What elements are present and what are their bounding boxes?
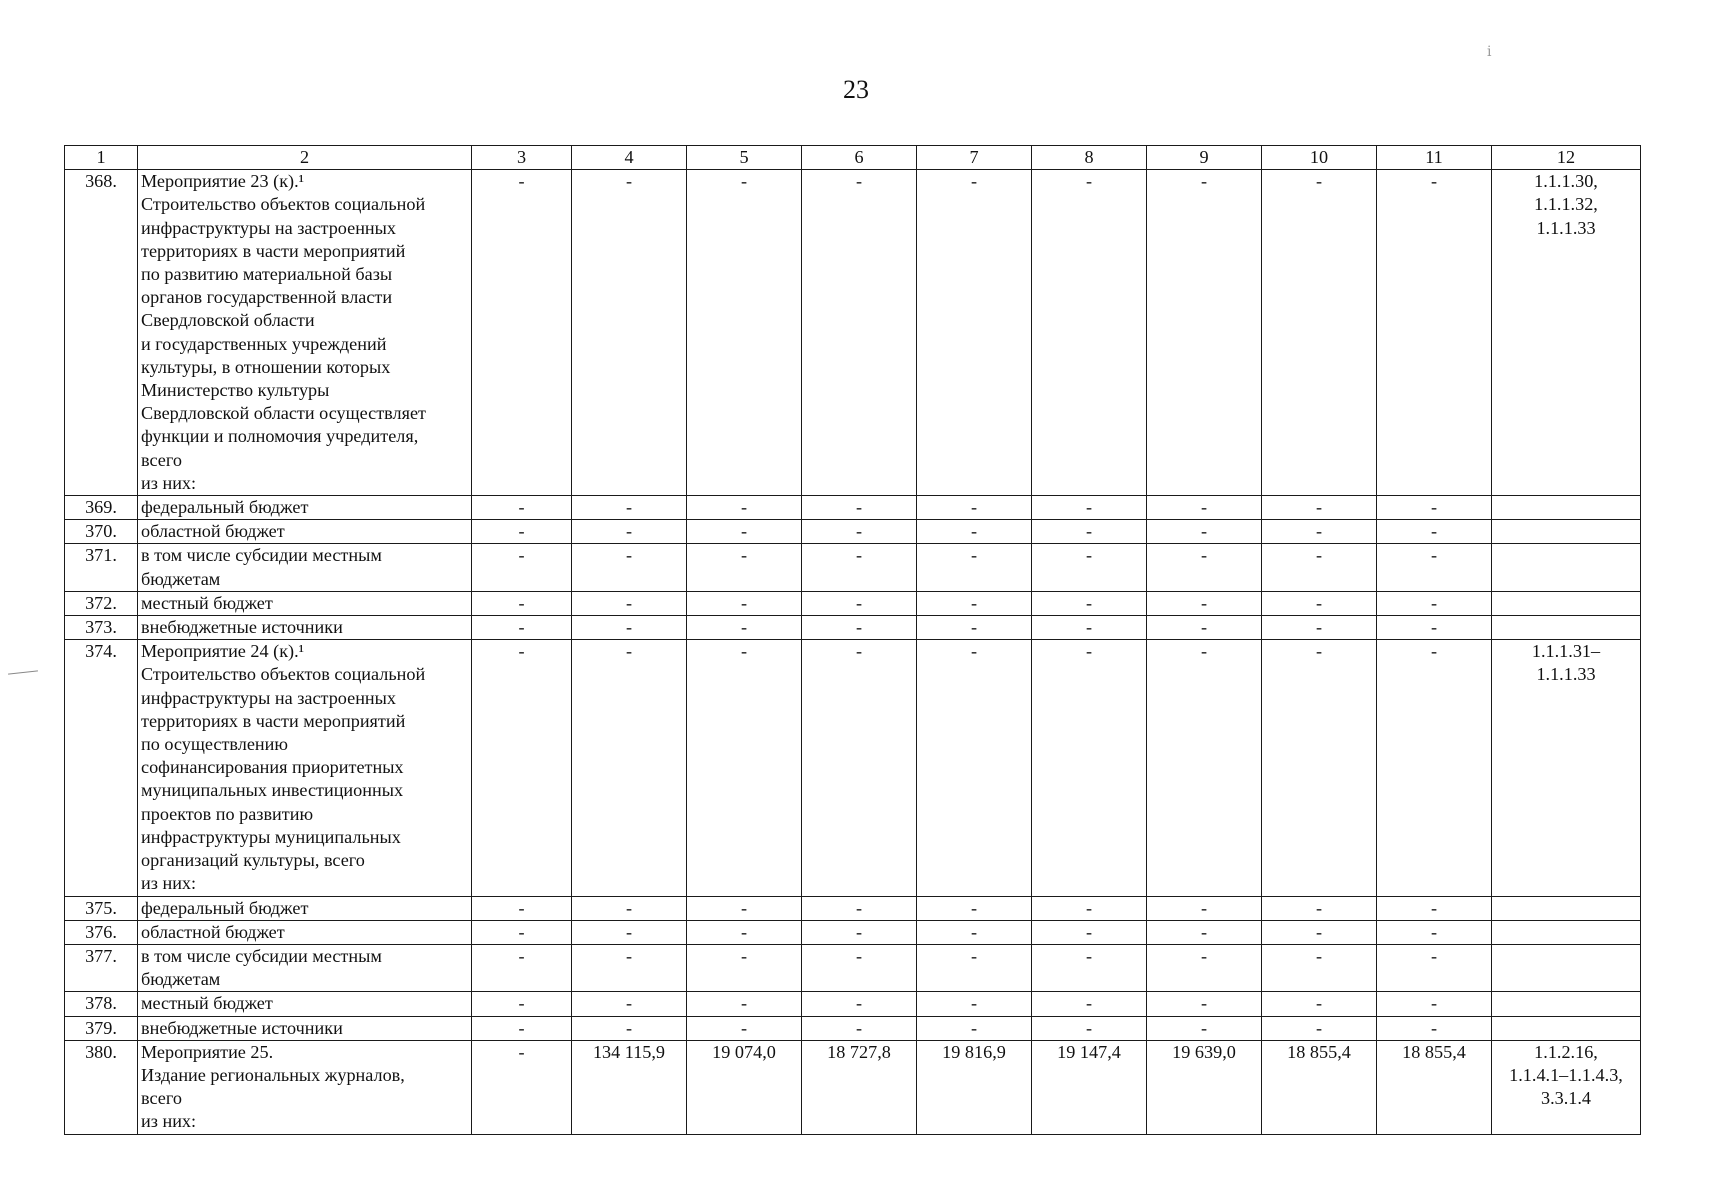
value-cell: - bbox=[1377, 640, 1492, 896]
value-cell: - bbox=[1032, 920, 1147, 944]
value-cell: - bbox=[1262, 1016, 1377, 1040]
value-cell: - bbox=[1147, 591, 1262, 615]
row-name: Мероприятие 24 (к).¹ Строительство объектов социальной инфраструктуры на застроенных территориях в части мероприятий по осуществлению софинансирования приоритетных муниципальных инвестиционных проектов по развитию инфраструктуры муниципальных организаций культуры, всего из них: bbox=[138, 640, 472, 896]
value-cell: - bbox=[917, 896, 1032, 920]
value-cell: - bbox=[1262, 520, 1377, 544]
value-cell: - bbox=[687, 170, 802, 496]
target-indicator-ref bbox=[1492, 1016, 1641, 1040]
value-cell: - bbox=[1147, 896, 1262, 920]
value-cell: 134 115,9 bbox=[572, 1040, 687, 1134]
value-cell: - bbox=[1377, 170, 1492, 496]
value-cell: - bbox=[472, 1040, 572, 1134]
value-cell: - bbox=[1377, 992, 1492, 1016]
value-cell: - bbox=[472, 944, 572, 991]
table-row bbox=[65, 1016, 1641, 1040]
row-number: 370. bbox=[65, 520, 138, 544]
row-name: федеральный бюджет bbox=[138, 496, 472, 520]
value-cell: - bbox=[1262, 920, 1377, 944]
value-cell: - bbox=[1147, 1016, 1262, 1040]
value-cell: 19 639,0 bbox=[1147, 1040, 1262, 1134]
row-number: 371. bbox=[65, 544, 138, 591]
value-cell: - bbox=[1147, 520, 1262, 544]
column-number-row bbox=[65, 146, 1641, 170]
value-cell: - bbox=[1377, 1016, 1492, 1040]
table-row bbox=[65, 992, 1641, 1016]
value-cell: 18 727,8 bbox=[802, 1040, 917, 1134]
value-cell: - bbox=[687, 896, 802, 920]
target-indicator-ref bbox=[1492, 616, 1641, 640]
value-cell: - bbox=[1377, 591, 1492, 615]
value-cell: - bbox=[472, 544, 572, 591]
value-cell: - bbox=[1032, 591, 1147, 615]
target-indicator-ref bbox=[1492, 520, 1641, 544]
value-cell: - bbox=[1032, 544, 1147, 591]
value-cell: - bbox=[917, 591, 1032, 615]
column-number: 12 bbox=[1492, 146, 1641, 170]
table-row bbox=[65, 1040, 1641, 1134]
value-cell: - bbox=[1262, 616, 1377, 640]
value-cell: - bbox=[572, 920, 687, 944]
row-number: 369. bbox=[65, 496, 138, 520]
value-cell: - bbox=[572, 640, 687, 896]
target-indicator-ref bbox=[1492, 591, 1641, 615]
value-cell: - bbox=[1032, 496, 1147, 520]
value-cell: - bbox=[572, 896, 687, 920]
column-number: 8 bbox=[1032, 146, 1147, 170]
table-row bbox=[65, 591, 1641, 615]
value-cell: - bbox=[917, 920, 1032, 944]
row-name: внебюджетные источники bbox=[138, 616, 472, 640]
value-cell: - bbox=[917, 170, 1032, 496]
value-cell: - bbox=[687, 616, 802, 640]
value-cell: 19 074,0 bbox=[687, 1040, 802, 1134]
value-cell: - bbox=[1377, 616, 1492, 640]
value-cell: - bbox=[917, 992, 1032, 1016]
value-cell: - bbox=[572, 944, 687, 991]
row-number: 380. bbox=[65, 1040, 138, 1134]
column-number: 3 bbox=[472, 146, 572, 170]
value-cell: - bbox=[687, 520, 802, 544]
value-cell: - bbox=[1032, 520, 1147, 544]
value-cell: - bbox=[1377, 896, 1492, 920]
value-cell: - bbox=[687, 944, 802, 991]
value-cell: - bbox=[472, 640, 572, 896]
value-cell: - bbox=[572, 616, 687, 640]
row-number: 368. bbox=[65, 170, 138, 496]
row-number: 376. bbox=[65, 920, 138, 944]
value-cell: 19 816,9 bbox=[917, 1040, 1032, 1134]
row-name: федеральный бюджет bbox=[138, 896, 472, 920]
value-cell: - bbox=[1377, 496, 1492, 520]
value-cell: - bbox=[917, 520, 1032, 544]
budget-table bbox=[64, 145, 1641, 1135]
column-number: 7 bbox=[917, 146, 1032, 170]
value-cell: - bbox=[1262, 544, 1377, 591]
row-number: 378. bbox=[65, 992, 138, 1016]
value-cell: - bbox=[687, 992, 802, 1016]
value-cell: - bbox=[687, 544, 802, 591]
value-cell: - bbox=[1032, 944, 1147, 991]
value-cell: - bbox=[917, 616, 1032, 640]
value-cell: - bbox=[1147, 616, 1262, 640]
value-cell: 18 855,4 bbox=[1377, 1040, 1492, 1134]
value-cell: - bbox=[917, 544, 1032, 591]
value-cell: - bbox=[802, 170, 917, 496]
value-cell: - bbox=[1032, 640, 1147, 896]
value-cell: - bbox=[802, 520, 917, 544]
value-cell: - bbox=[687, 496, 802, 520]
value-cell: - bbox=[1262, 640, 1377, 896]
column-number: 2 bbox=[138, 146, 472, 170]
row-name: областной бюджет bbox=[138, 920, 472, 944]
table-row bbox=[65, 616, 1641, 640]
target-indicator-ref bbox=[1492, 496, 1641, 520]
target-indicator-ref: 1.1.2.16, 1.1.4.1–1.1.4.3, 3.3.1.4 bbox=[1492, 1040, 1641, 1134]
column-number: 11 bbox=[1377, 146, 1492, 170]
target-indicator-ref bbox=[1492, 544, 1641, 591]
value-cell: - bbox=[1147, 920, 1262, 944]
value-cell: - bbox=[572, 496, 687, 520]
value-cell: - bbox=[572, 591, 687, 615]
row-number: 373. bbox=[65, 616, 138, 640]
value-cell: - bbox=[472, 896, 572, 920]
value-cell: - bbox=[917, 496, 1032, 520]
column-number: 9 bbox=[1147, 146, 1262, 170]
value-cell: - bbox=[1147, 944, 1262, 991]
row-number: 377. bbox=[65, 944, 138, 991]
value-cell: - bbox=[1147, 544, 1262, 591]
value-cell: - bbox=[472, 591, 572, 615]
scan-speck: ⅰ bbox=[1487, 45, 1492, 60]
table-row bbox=[65, 496, 1641, 520]
value-cell: - bbox=[1262, 496, 1377, 520]
value-cell: - bbox=[572, 992, 687, 1016]
target-indicator-ref bbox=[1492, 920, 1641, 944]
row-name: внебюджетные источники bbox=[138, 1016, 472, 1040]
value-cell: - bbox=[1377, 544, 1492, 591]
table-row bbox=[65, 170, 1641, 496]
target-indicator-ref bbox=[1492, 992, 1641, 1016]
value-cell: - bbox=[1262, 896, 1377, 920]
value-cell: - bbox=[1032, 616, 1147, 640]
value-cell: - bbox=[472, 496, 572, 520]
table-row bbox=[65, 944, 1641, 991]
row-name: местный бюджет bbox=[138, 591, 472, 615]
row-name: Мероприятие 23 (к).¹ Строительство объектов социальной инфраструктуры на застроенных территориях в части мероприятий по развитию материальной базы органов государственной власти Свердловской области и государственных учреждений культуры, в отношении которых Министерство культуры Свердловской области осуществляет функции и полномочия учредителя, всего из них: bbox=[138, 170, 472, 496]
value-cell: - bbox=[687, 920, 802, 944]
value-cell: - bbox=[1147, 992, 1262, 1016]
scan-line bbox=[8, 670, 38, 674]
value-cell: - bbox=[1262, 992, 1377, 1016]
value-cell: - bbox=[572, 170, 687, 496]
value-cell: - bbox=[802, 920, 917, 944]
value-cell: - bbox=[802, 544, 917, 591]
table-row bbox=[65, 520, 1641, 544]
row-number: 372. bbox=[65, 591, 138, 615]
value-cell: - bbox=[1147, 640, 1262, 896]
value-cell: - bbox=[802, 496, 917, 520]
row-name: областной бюджет bbox=[138, 520, 472, 544]
value-cell: - bbox=[917, 640, 1032, 896]
value-cell: - bbox=[472, 520, 572, 544]
row-name: местный бюджет bbox=[138, 992, 472, 1016]
value-cell: - bbox=[1032, 1016, 1147, 1040]
page-number: 23 bbox=[843, 75, 869, 104]
row-name: в том числе субсидии местным бюджетам bbox=[138, 544, 472, 591]
value-cell: - bbox=[1377, 944, 1492, 991]
value-cell: - bbox=[687, 1016, 802, 1040]
row-number: 374. bbox=[65, 640, 138, 896]
value-cell: - bbox=[472, 1016, 572, 1040]
table-row bbox=[65, 640, 1641, 896]
row-name: в том числе субсидии местным бюджетам bbox=[138, 944, 472, 991]
value-cell: - bbox=[1032, 896, 1147, 920]
value-cell: - bbox=[1262, 591, 1377, 615]
table-row bbox=[65, 920, 1641, 944]
value-cell: - bbox=[472, 920, 572, 944]
value-cell: - bbox=[472, 170, 572, 496]
value-cell: - bbox=[802, 992, 917, 1016]
column-number: 10 bbox=[1262, 146, 1377, 170]
value-cell: - bbox=[572, 520, 687, 544]
value-cell: - bbox=[572, 1016, 687, 1040]
value-cell: - bbox=[802, 591, 917, 615]
value-cell: - bbox=[1032, 170, 1147, 496]
value-cell: - bbox=[572, 544, 687, 591]
value-cell: - bbox=[1147, 496, 1262, 520]
row-name: Мероприятие 25. Издание региональных журналов, всего из них: bbox=[138, 1040, 472, 1134]
value-cell: - bbox=[1147, 170, 1262, 496]
value-cell: - bbox=[802, 944, 917, 991]
value-cell: - bbox=[1262, 944, 1377, 991]
value-cell: - bbox=[917, 944, 1032, 991]
target-indicator-ref bbox=[1492, 896, 1641, 920]
row-number: 379. bbox=[65, 1016, 138, 1040]
row-number: 375. bbox=[65, 896, 138, 920]
value-cell: 18 855,4 bbox=[1262, 1040, 1377, 1134]
table-row bbox=[65, 896, 1641, 920]
column-number: 1 bbox=[65, 146, 138, 170]
value-cell: - bbox=[1377, 920, 1492, 944]
value-cell: 19 147,4 bbox=[1032, 1040, 1147, 1134]
table-row bbox=[65, 544, 1641, 591]
value-cell: - bbox=[472, 616, 572, 640]
value-cell: - bbox=[802, 896, 917, 920]
value-cell: - bbox=[917, 1016, 1032, 1040]
column-number: 5 bbox=[687, 146, 802, 170]
value-cell: - bbox=[802, 640, 917, 896]
target-indicator-ref bbox=[1492, 944, 1641, 991]
value-cell: - bbox=[1262, 170, 1377, 496]
value-cell: - bbox=[687, 640, 802, 896]
column-number: 4 bbox=[572, 146, 687, 170]
value-cell: - bbox=[687, 591, 802, 615]
target-indicator-ref: 1.1.1.30, 1.1.1.32, 1.1.1.33 bbox=[1492, 170, 1641, 496]
value-cell: - bbox=[1377, 520, 1492, 544]
value-cell: - bbox=[802, 1016, 917, 1040]
column-number: 6 bbox=[802, 146, 917, 170]
value-cell: - bbox=[802, 616, 917, 640]
value-cell: - bbox=[1032, 992, 1147, 1016]
target-indicator-ref: 1.1.1.31– 1.1.1.33 bbox=[1492, 640, 1641, 896]
value-cell: - bbox=[472, 992, 572, 1016]
